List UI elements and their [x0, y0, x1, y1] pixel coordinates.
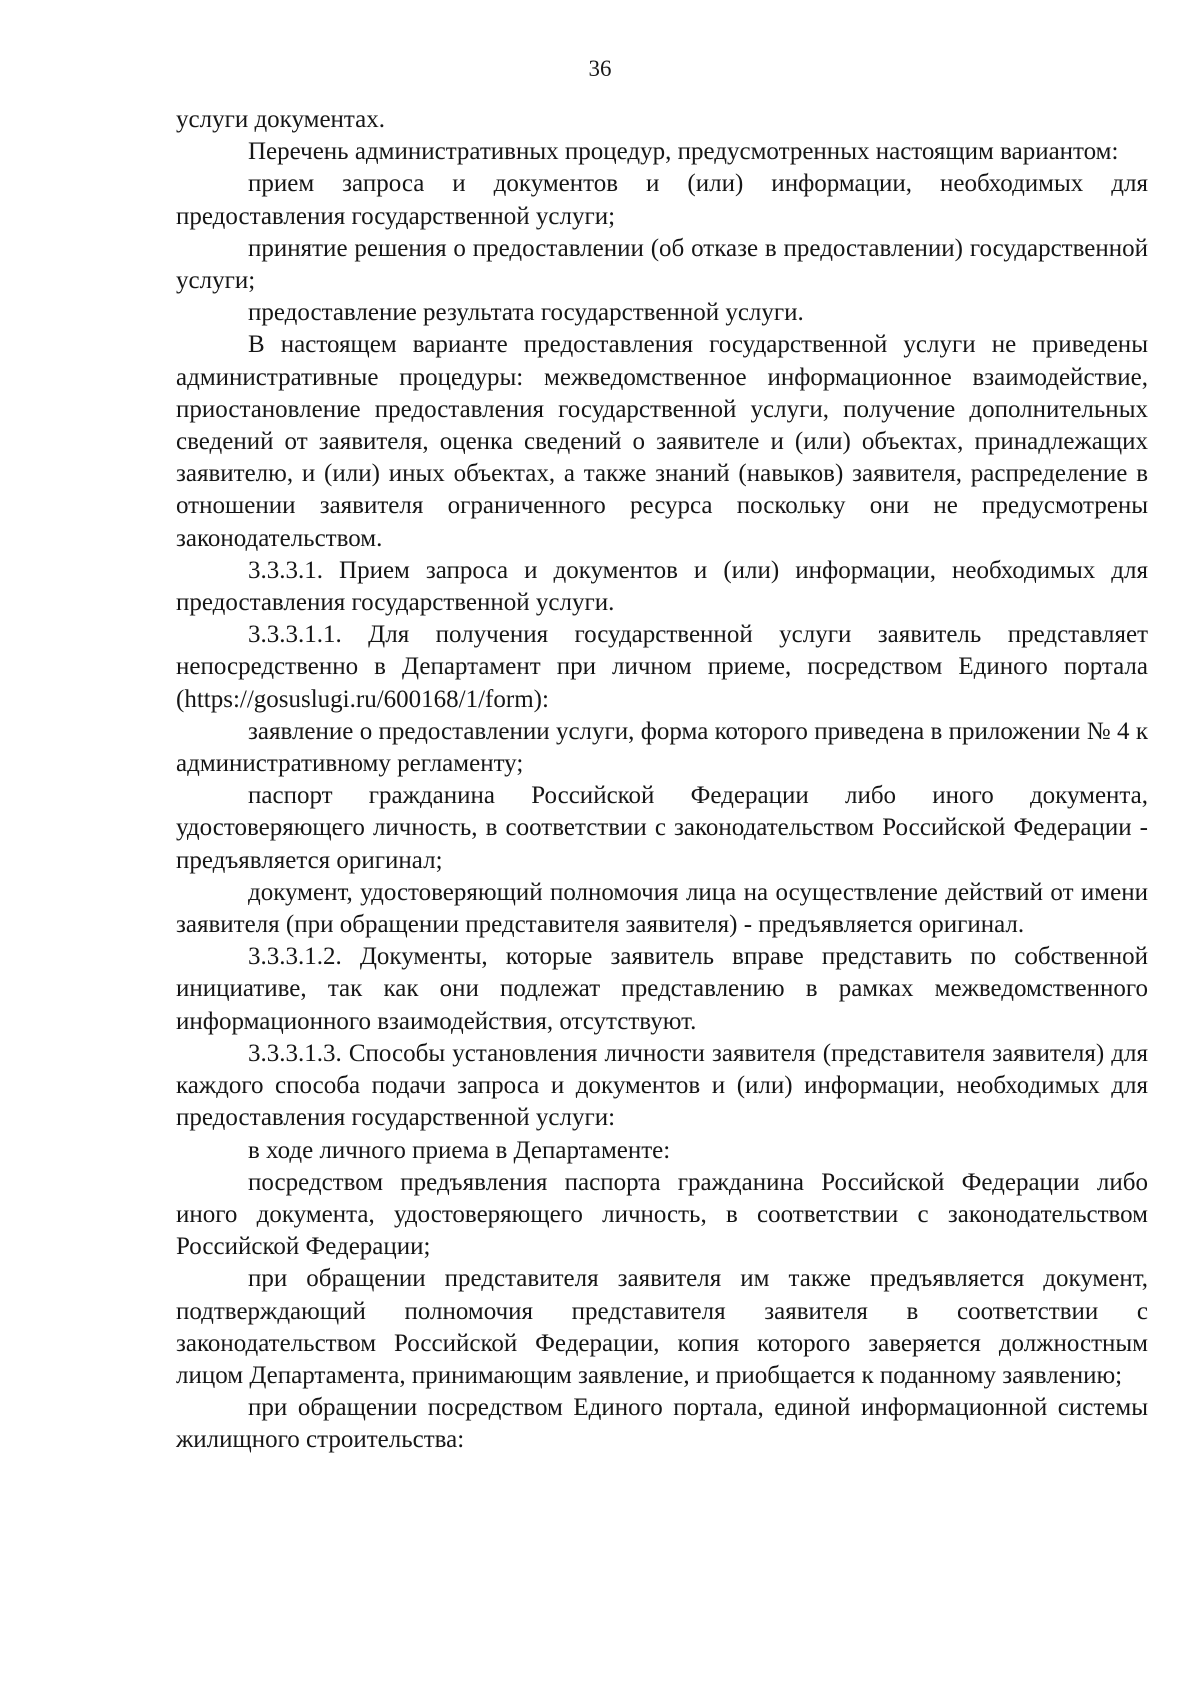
- paragraph-2: Перечень административных процедур, предусмотренных настоящим вариантом:: [248, 138, 1119, 166]
- paragraph-11: документ, удостоверяющий полномочия лица на осуществление действий от имени заявителя (при обращении представителя заявителя) - предъявляется оригинал.: [176, 878, 1148, 939]
- paragraph-4: принятие решения о предоставлении (об отказе в предоставлении) государственной услуги;: [176, 234, 1148, 295]
- paragraph-8: 3.3.3.1.1. Для получения государственной услуги заявитель представляет непосредственно в Департамент при личном приеме, посредством Единого портала (https://gosuslugi.ru/600168/1/form):: [176, 621, 1148, 713]
- paragraph-14: в ходе личного приема в Департаменте:: [248, 1136, 671, 1164]
- paragraph-3: прием запроса и документов и (или) информации, необходимых для предоставления государственной услуги;: [176, 170, 1148, 230]
- paragraph-10: паспорт гражданина Российской Федерации либо иного документа, удостоверяющего личность, в соответствии с законодательством Российской Федерации - предъявляется оригинал;: [176, 782, 1148, 874]
- paragraph-1: услуги документах.: [176, 106, 386, 133]
- paragraph-15: посредством предъявления паспорта гражданина Российской Федерации либо иного документа, удостоверяющего личность, в соответствии с законодательством Российской Федерации;: [176, 1168, 1148, 1261]
- paragraph-9: заявление о предоставлении услуги, форма которого приведена в приложении № 4 к административному регламенту;: [176, 717, 1148, 778]
- paragraph-5: предоставление результата государственной услуги.: [248, 299, 804, 327]
- document-body: [176, 104, 1148, 1457]
- paragraph-12: 3.3.3.1.2. Документы, которые заявитель вправе представить по собственной инициативе, так как они подлежат представлению в рамках межведомственного информационного взаимодействия, отсутствуют.: [176, 943, 1148, 1035]
- paragraph-7: 3.3.3.1. Прием запроса и документов и (или) информации, необходимых для предоставления государственной услуги.: [176, 556, 1148, 617]
- paragraph-16: при обращении представителя заявителя им также предъявляется документ, подтверждающий полномочия представителя заявителя в соответствии с законодательством Российской Федерации, копия которого заверяется должностным лицом Департамента, принимающим заявление, и приобщается к поданному заявлению;: [176, 1265, 1148, 1389]
- page-number: 36: [588, 56, 612, 81]
- paragraph-6: В настоящем варианте предоставления государственной услуги не приведены административные процедуры: межведомственное информационное взаимодействие, приостановление предоставления государственной услуги, получение дополнительных сведений от заявителя, оценка сведений о заявителе и (или) объектах, принадлежащих заявителю, и (или) иных объектах, а также знаний (навыков) заявителя, распределение в отношении заявителя ограниченного ресурса поскольку они не предусмотрены законодательством.: [176, 331, 1148, 552]
- paragraph-17: при обращении посредством Единого портала, единой информационной системы жилищного строительства:: [176, 1394, 1148, 1454]
- paragraph-13: 3.3.3.1.3. Способы установления личности заявителя (представителя заявителя) для каждого способа подачи запроса и документов и (или) информации, необходимых для предоставления государственной услуги:: [176, 1039, 1148, 1132]
